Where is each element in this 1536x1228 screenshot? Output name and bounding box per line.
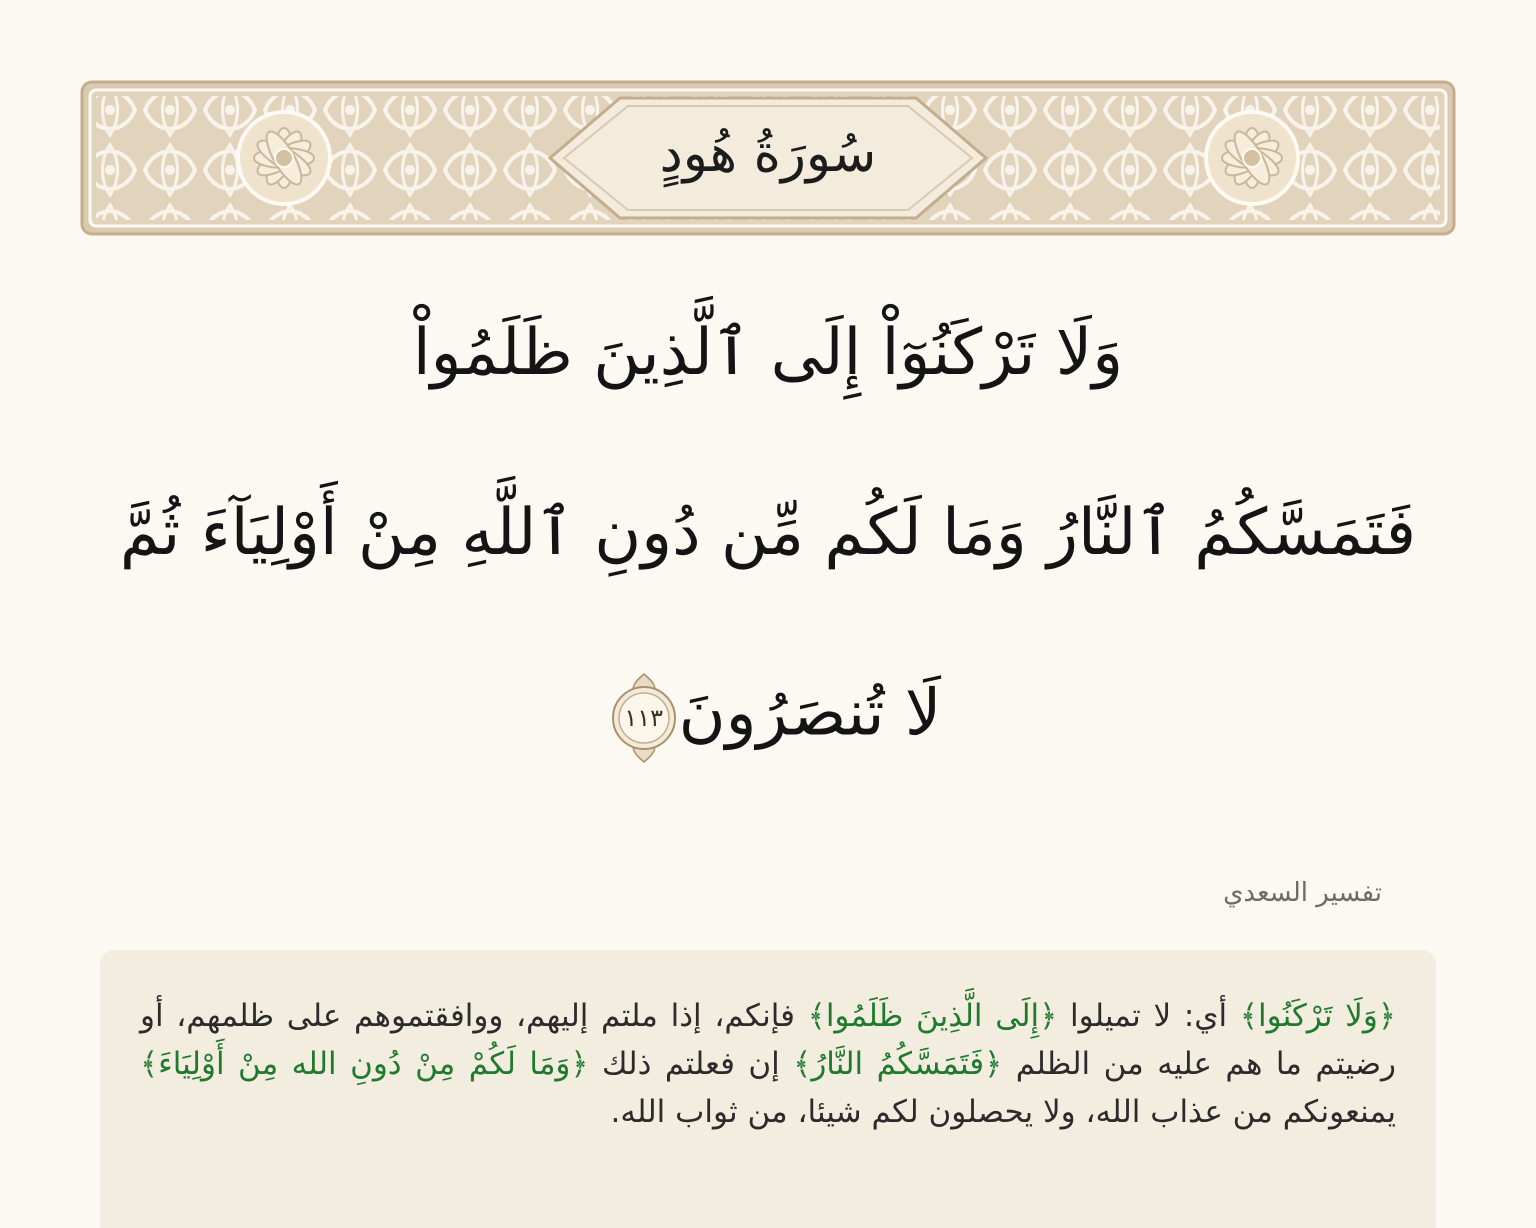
- tafsir-quran-quote: ﴿إِلَى الَّذِينَ ظَلَمُوا﴾: [807, 998, 1058, 1034]
- surah-title: سُورَةُ هُودٍ: [659, 124, 877, 184]
- tafsir-text: [140, 992, 1396, 1136]
- verse-line-1: وَلَا تَرْكَنُوٓاْ إِلَى ٱلَّذِينَ ظَلَمُواْ: [412, 316, 1124, 390]
- verse-line-2: فَتَمَسَّكُمُ ٱلنَّارُ وَمَا لَكُم مِّن دُونِ ٱللَّهِ مِنْ أَوْلِيَآءَ ثُمَّ: [119, 496, 1417, 570]
- tafsir-quran-quote: ﴿وَلَا تَرْكَنُوا﴾: [1239, 998, 1396, 1034]
- tafsir-quran-quote: ﴿وَمَا لَكُمْ مِنْ دُونِ الله مِنْ أَوْلِيَاءَ﴾: [140, 1046, 589, 1082]
- tafsir-explanation: فإنكم، إذا ملتم إليهم، ووافقتموهم على ظلمهم، أو رضيتم ما هم عليه من الظلم: [140, 998, 1397, 1082]
- tafsir-source-label: تفسير السعدي: [1223, 878, 1382, 908]
- verse-line-3: [90, 672, 1446, 764]
- verse-number: ١١٣: [624, 704, 663, 732]
- tafsir-explanation: إن فعلتم ذلك: [588, 1046, 794, 1082]
- verse-end-marker: [609, 672, 679, 764]
- tafsir-explanation: يمنعونكم من عذاب الله، ولا يحصلون لكم شيئا، من ثواب الله.: [610, 1094, 1396, 1130]
- tafsir-explanation: أي: لا تميلوا: [1057, 998, 1240, 1034]
- surah-header-banner: [80, 80, 1456, 236]
- tafsir-quran-quote: ﴿فَتَمَسَّكُمُ النَّارُ﴾: [793, 1046, 1003, 1082]
- verse-line-3-text: لَا تُنصَرُونَ: [678, 676, 942, 751]
